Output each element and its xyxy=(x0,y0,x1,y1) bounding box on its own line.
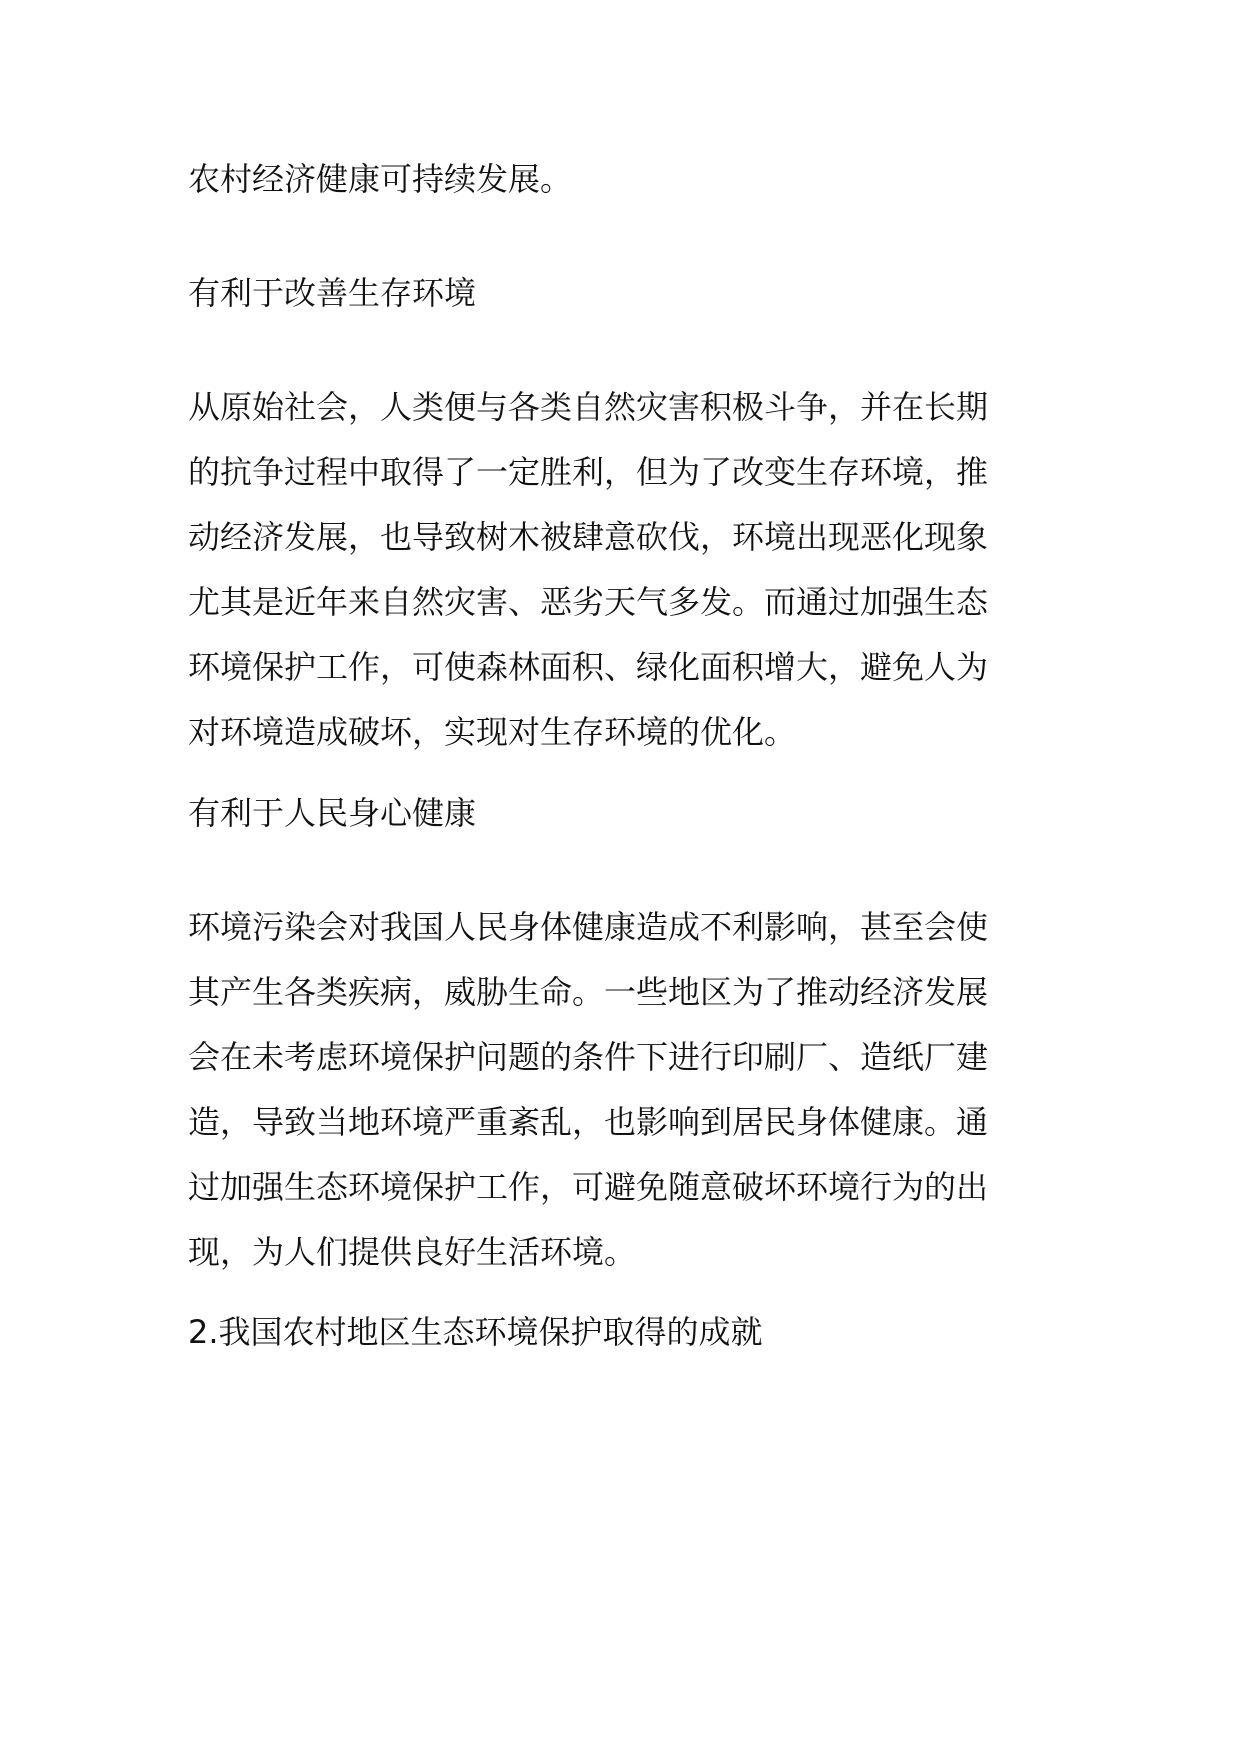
paragraph-line: 现，为人们提供良好生活环境。 xyxy=(188,1233,637,1271)
paragraph-line: 尤其是近年来自然灾害、恶劣天气多发。而通过加强生态 xyxy=(188,583,989,621)
paragraph-line: 会在未考虑环境保护问题的条件下进行印刷厂、造纸厂建 xyxy=(188,1038,989,1076)
paragraph-line: 其产生各类疾病，威胁生命。一些地区为了推动经济发展 xyxy=(188,973,989,1011)
section-heading-health: 有利于人民身心健康 xyxy=(188,794,477,832)
paragraph-line: 造，导致当地环境严重紊乱，也影响到居民身体健康。通 xyxy=(188,1103,989,1141)
section-heading-living-environment: 有利于改善生存环境 xyxy=(188,274,477,312)
paragraph-line: 环境污染会对我国人民身体健康造成不利影响，甚至会使 xyxy=(188,908,989,946)
paragraph-continuation xyxy=(188,147,1060,212)
paragraph-line: 动经济发展，也导致树木被肆意砍伐，环境出现恶化现象 xyxy=(188,518,989,556)
paragraph-line: 过加强生态环境保护工作，可避免随意破坏环境行为的出 xyxy=(188,1168,989,1206)
paragraph-line: 对环境造成破坏，实现对生存环境的优化。 xyxy=(188,713,797,751)
paragraph-health xyxy=(188,895,1060,1285)
paragraph-line: 农村经济健康可持续发展。 xyxy=(188,160,573,198)
paragraph-living-environment xyxy=(188,375,1060,765)
paragraph-line: 环境保护工作，可使森林面积、绿化面积增大，避免人为 xyxy=(188,648,989,686)
paragraph-line: 从原始社会，人类便与各类自然灾害积极斗争，并在长期 xyxy=(188,388,989,426)
section-heading-achievements: 2.我国农村地区生态环境保护取得的成就 xyxy=(188,1313,763,1351)
paragraph-line: 的抗争过程中取得了一定胜利，但为了改变生存环境，推 xyxy=(188,453,989,491)
